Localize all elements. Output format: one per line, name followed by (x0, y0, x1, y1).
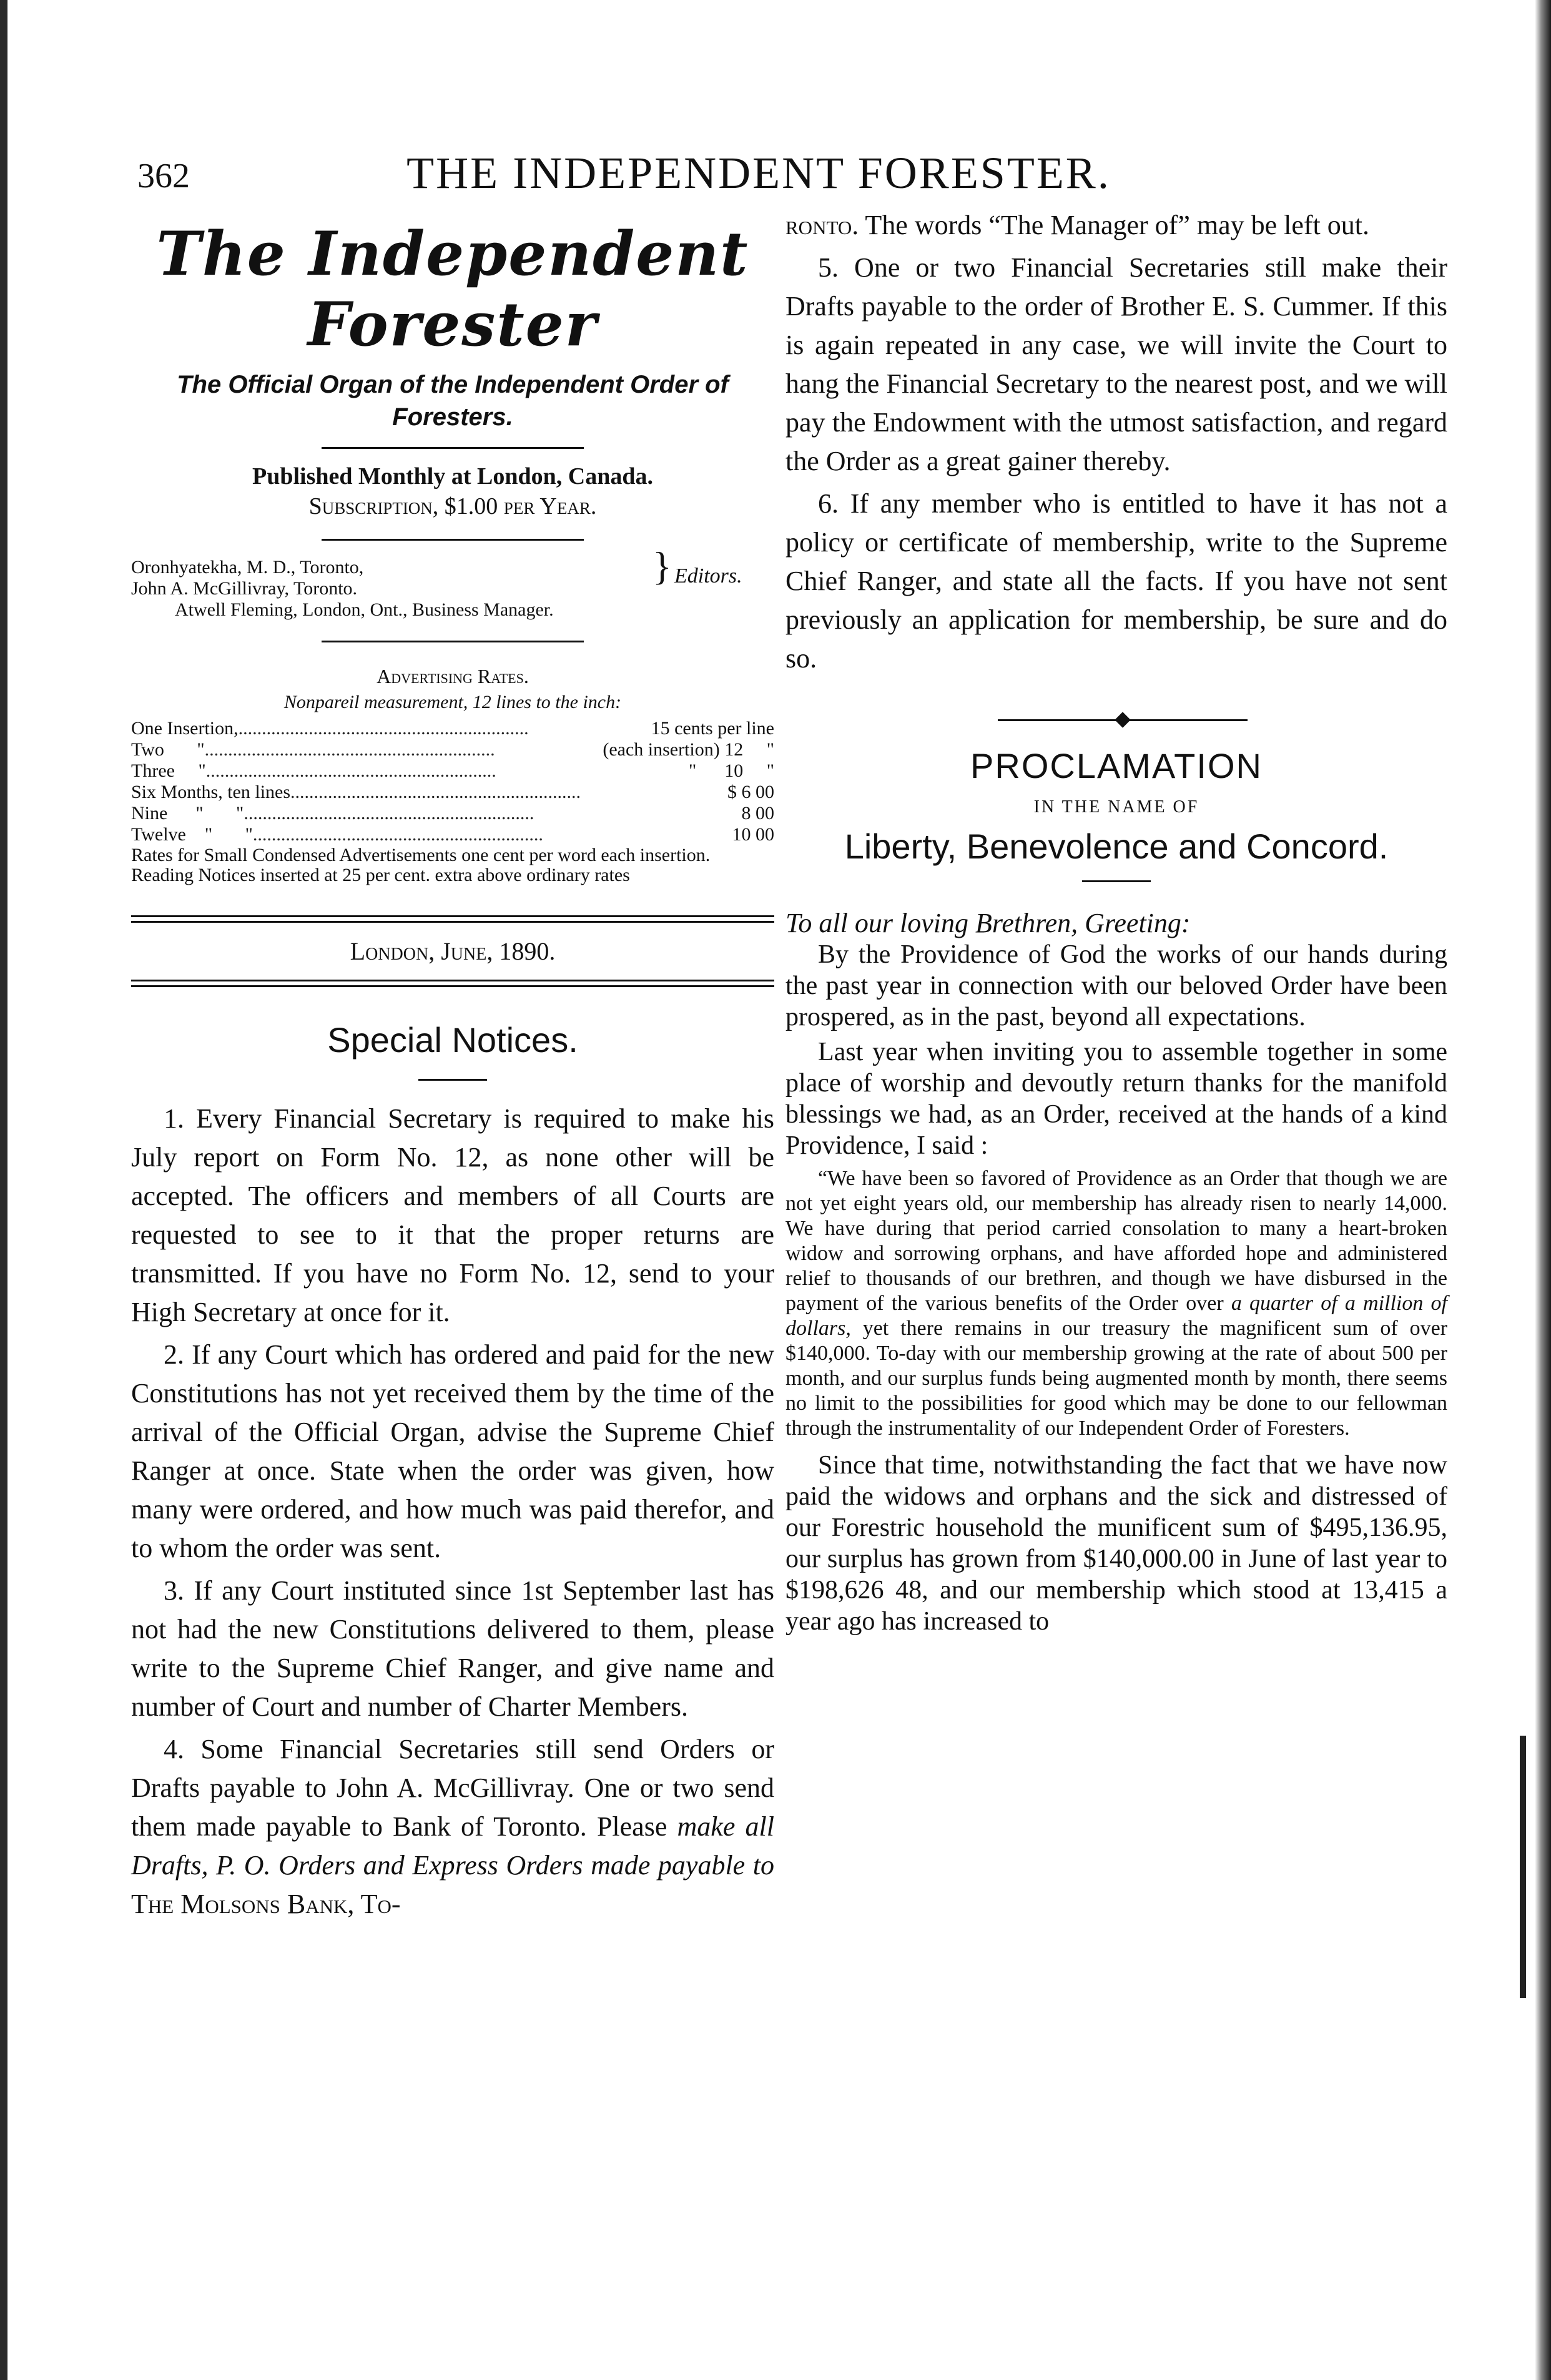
dateline-rule-bottom (131, 980, 774, 987)
rate-row: Three " .............................................................. " 10 " (131, 760, 774, 781)
scan-edge-mark (1520, 1736, 1526, 1998)
special-notices-heading: Special Notices. (327, 1020, 578, 1060)
running-head: THE INDEPENDENT FORESTER. (406, 148, 1111, 198)
left-column (131, 206, 774, 1927)
brace-glyph: } (652, 544, 672, 588)
rates-table (131, 718, 774, 885)
proclamation-subtitle: IN THE NAME OF (1033, 797, 1199, 817)
masthead-organ: The Official Organ of the Independent Order of Foresters. (177, 371, 729, 431)
proclamation-body (785, 939, 1447, 1161)
proclamation-body-2 (785, 1450, 1447, 1637)
rate-row: Nine " " .............................................................. 8 00 (131, 803, 774, 824)
notice-item: 6. If any member who is entitled to have it has not a policy or certificate of membership, write to the Supreme Chief Ranger, and state all the facts. If you have not sent previously an application for membership, be sure and do so. (785, 488, 1447, 674)
rate-row: Twelve " " .............................................................. 10 00 (131, 824, 774, 845)
rate-row: Six Months, ten lines .............................................................. $ 6 00 (131, 782, 774, 802)
rate-row: One Insertion, .............................................................. 15 cents per line (131, 718, 774, 739)
published-line: Published Monthly at London, Canada. (252, 463, 653, 489)
masthead-title: The Independent Forester (156, 219, 749, 360)
special-notices-body (131, 1099, 774, 1924)
advertising-note: Nonpareil measurement, 12 lines to the inch: (283, 692, 622, 712)
masthead-rule (322, 447, 584, 449)
rates-rule (322, 641, 584, 642)
notice-item: 2. If any Court which has ordered and paid for the new Constitutions has not yet received them by the time of the arrival of the Official Organ, advise the Supreme Chief Ranger at once. State when the order was given, how many were ordered, and how much was paid therefor, and to whom the order was sent. (131, 1339, 774, 1563)
advertising-title: Advertising Rates. (377, 665, 529, 687)
scan-edge-right (1535, 0, 1551, 2380)
editors-block (131, 544, 774, 621)
proclamation-title: PROCLAMATION (970, 746, 1263, 785)
editor-1: Oronhyatekha, M. D., Toronto, (131, 557, 364, 578)
dateline-rule-top (131, 915, 774, 923)
notice-item: 5. One or two Financial Secretaries still make their Drafts payable to the order of Brother E. S. Cummer. If this is again repeated in any case, we will invite the Court to hang the Financial Secretary to the nearest post, and we will pay the Endowment with the utmost satisfaction, and regard the Order as a great gainer thereby. (785, 252, 1447, 476)
special-notices-rule (418, 1079, 487, 1081)
proclamation-ornament (785, 707, 1447, 732)
notice-item: 3. If any Court instituted since 1st September last has not had the new Constitutions delivered to them, please write to the Supreme Chief Ranger, and give name and number of Court and number of Charter Members. (131, 1575, 774, 1722)
masthead-rule-2 (322, 539, 584, 541)
proclamation-motto: Liberty, Benevolence and Concord. (844, 827, 1389, 866)
subscription-line: Subscription, $1.00 per Year. (308, 493, 597, 519)
proclamation-rule (1082, 880, 1151, 882)
greeting: To all our loving Brethren, Greeting: (785, 908, 1191, 938)
dateline: London, June, 1890. (350, 937, 556, 965)
rate-row: Two " .............................................................. (each insertion) 12 " (131, 739, 774, 760)
scan-edge-left (0, 0, 7, 2380)
business-manager: Atwell Fleming, London, Ont., Business Manager. (175, 599, 554, 620)
proclamation-paragraph: Since that time, notwithstanding the fact that we have now paid the widows and orphans and the sick and distressed of our Forestric household the munificent sum of $495,136.95, our surplus has grown from $140,000.00 in June of last year to $198,626 48, and our membership which stood at 13,415 a year ago has increased to (785, 1451, 1447, 1636)
notice-continuation: ronto. The words “The Manager of” may be left out. (785, 210, 1369, 240)
editor-2: John A. McGillivray, Toronto. (131, 578, 358, 599)
notice-item: 1. Every Financial Secretary is required to make his July report on Form No. 12, as none other will be accepted. The officers and members of all Courts are requested to see to it that the proper returns are transmitted. If you have no Form No. 12, send to your High Secretary at once for it. (131, 1103, 774, 1327)
proclamation-paragraph: Last year when inviting you to assemble together in some place of worship and devoutly return thanks for the manifold blessings we had, as an Order, received at the hands of a kind Providence, I said : (785, 1038, 1447, 1160)
notice-item: 4. Some Financial Secretaries still send Orders or Drafts payable to John A. McGillivray. One or two send them made payable to Bank of Toronto. Please make all Drafts, P. O. Orders and Express Orders made payable to The Molsons Bank, To- (131, 1734, 774, 1919)
reading-notices-note: Reading Notices inserted at 25 per cent. extra above ordinary rates (131, 865, 630, 885)
proclamation-paragraph: By the Providence of God the works of our hands during the past year in connection with our beloved Order have been prospered, as in the past, beyond all expectations. (785, 940, 1447, 1031)
notices-continued (785, 206, 1447, 678)
page-number: 362 (137, 157, 190, 195)
editors-role: Editors. (674, 564, 742, 588)
proclamation-quote (785, 1166, 1447, 1441)
small-condensed-note: Rates for Small Condensed Advertisements one cent per word each insertion. (131, 845, 711, 865)
dateline-block (131, 915, 774, 987)
diamond-ornament-icon (1115, 712, 1130, 727)
right-column (785, 206, 1447, 1641)
quoted-passage: “We have been so favored of Providence as an Order that though we are not yet eight years old, our membership has already risen to nearly 14,000. We have during that period carried consolation to many a heart-broken widow and sorrowing orphans, and have afforded hope and administered relief to thousands of our brethren, and though we have disbursed in the payment of the various benefits of the Order over a quarter of a million of dollars, yet there remains in our treasury the magnificent sum of over $140,000. To-day with our membership growing at the rate of about 500 per month, and our surplus funds being augmented month by month, there seems no limit to the possibilities for good which may be done to our fellowman through the instrumentality of our Independent Order of Foresters. (785, 1167, 1448, 1440)
